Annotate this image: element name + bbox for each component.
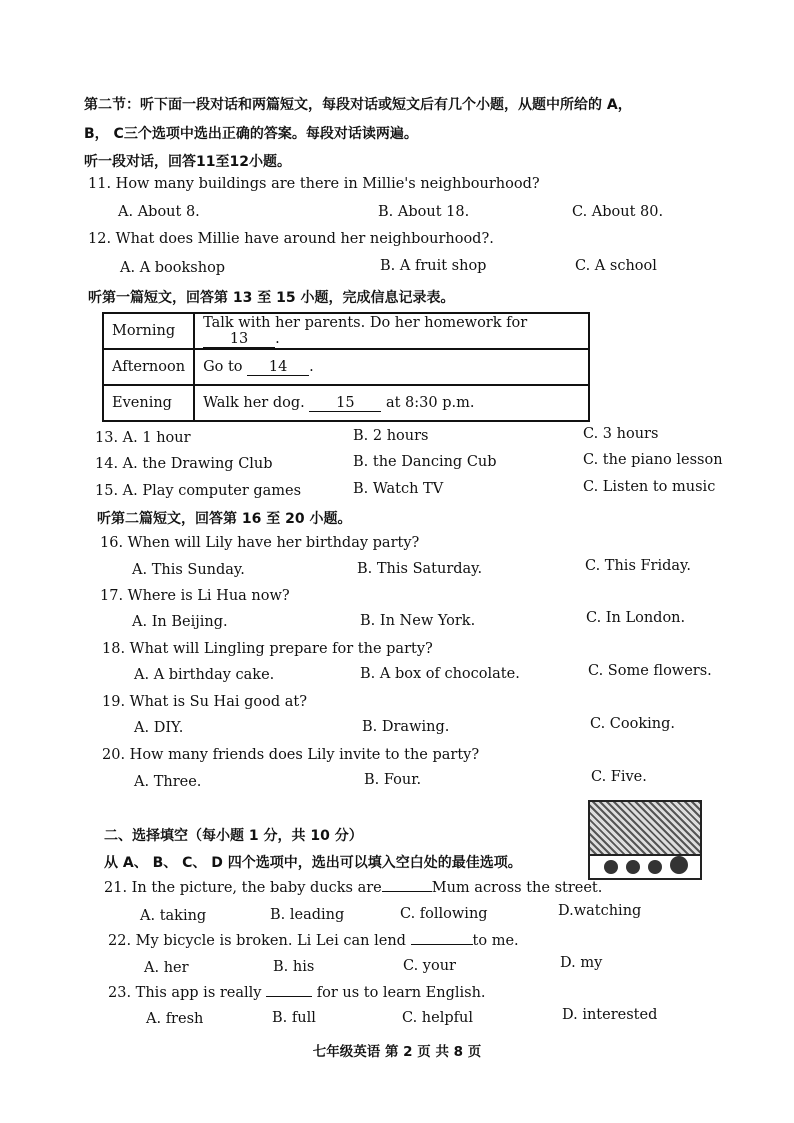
question-12: 12. What does Millie have around her neighbourhood?. xyxy=(88,231,494,247)
question-11: 11. How many buildings are there in Millie's neighbourhood? xyxy=(88,176,540,192)
blank-15[interactable]: 15 xyxy=(309,395,381,412)
table-row-morning xyxy=(103,313,589,349)
option-20-b[interactable]: B. Four. xyxy=(364,772,422,788)
question-19: 19. What is Su Hai good at? xyxy=(102,694,307,710)
answer-blank[interactable] xyxy=(411,944,473,945)
option-13-b[interactable]: B. 2 hours xyxy=(353,428,429,444)
option-21-a[interactable]: A. taking xyxy=(140,908,207,924)
question-23 xyxy=(108,985,486,1001)
option-14-b[interactable]: B. the Dancing Cub xyxy=(353,454,497,470)
option-23-a[interactable]: A. fresh xyxy=(146,1011,204,1027)
option-12-b[interactable]: B. A fruit shop xyxy=(380,258,487,274)
option-20-c[interactable]: C. Five. xyxy=(591,769,647,785)
answer-blank[interactable] xyxy=(382,891,432,892)
option-11-a[interactable]: A. About 8. xyxy=(118,204,200,220)
option-16-c[interactable]: C. This Friday. xyxy=(585,558,691,574)
option-18-c[interactable]: C. Some flowers. xyxy=(588,663,712,679)
option-14-a[interactable]: 14. A. the Drawing Club xyxy=(95,456,273,472)
section-intro-line1: 第二节：听下面一段对话和两篇短文，每段对话或短文后有几个小题，从题中所给的 A， xyxy=(84,97,632,113)
option-15-b[interactable]: B. Watch TV xyxy=(353,481,444,497)
duck-icon xyxy=(670,856,688,874)
option-21-d[interactable]: D.watching xyxy=(558,903,642,919)
option-18-b[interactable]: B. A box of chocolate. xyxy=(360,666,520,682)
option-23-d[interactable]: D. interested xyxy=(562,1007,658,1023)
option-18-a[interactable]: A. A birthday cake. xyxy=(134,667,275,683)
option-15-a[interactable]: 15. A. Play computer games xyxy=(95,483,302,499)
question-17: 17. Where is Li Hua now? xyxy=(100,588,290,604)
question-text: 22. My bicycle is broken. Li Lei can lend xyxy=(108,933,406,949)
option-21-c[interactable]: C. following xyxy=(400,906,488,922)
duck-icon xyxy=(604,860,618,874)
row-text-after: . xyxy=(309,358,314,375)
option-23-c[interactable]: C. helpful xyxy=(402,1010,473,1026)
option-17-c[interactable]: C. In London. xyxy=(586,610,686,626)
question-22 xyxy=(108,933,519,949)
option-12-a[interactable]: A. A bookshop xyxy=(120,260,226,276)
table-row-evening xyxy=(103,385,589,421)
duck-icon xyxy=(626,860,640,874)
dialog-intro: 听一段对话，回答11至12小题。 xyxy=(84,154,291,170)
row-content-morning xyxy=(194,313,589,349)
question-text: 21. In the picture, the baby ducks are xyxy=(104,880,382,896)
question-text: Mum across the street. xyxy=(431,880,603,896)
option-12-c[interactable]: C. A school xyxy=(575,258,657,274)
blank-14[interactable]: 14 xyxy=(247,359,309,376)
question-16: 16. When will Lily have her birthday party? xyxy=(100,535,420,551)
row-content-afternoon xyxy=(194,349,589,385)
option-15-c[interactable]: C. Listen to music xyxy=(583,479,716,495)
question-text: 23. This app is really xyxy=(108,985,262,1001)
option-22-c[interactable]: C. your xyxy=(403,958,456,974)
option-19-c[interactable]: C. Cooking. xyxy=(590,716,676,732)
option-23-b[interactable]: B. full xyxy=(272,1010,316,1026)
ducks-crossing-picture xyxy=(588,800,702,880)
section-intro-line2: B， C三个选项中选出正确的答案。每段对话读两遍。 xyxy=(84,126,418,142)
question-18: 18. What will Lingling prepare for the party? xyxy=(102,641,433,657)
option-19-a[interactable]: A. DIY. xyxy=(134,720,184,736)
row-label-morning: Morning xyxy=(103,313,194,349)
option-13-c[interactable]: C. 3 hours xyxy=(583,426,659,442)
row-text-before: Go to xyxy=(203,358,243,375)
answer-blank[interactable] xyxy=(266,996,312,997)
row-text-after: . xyxy=(275,330,280,347)
row-text-before: Talk with her parents. Do her homework for xyxy=(203,314,528,331)
question-text: for us to learn English. xyxy=(316,985,486,1001)
option-19-b[interactable]: B. Drawing. xyxy=(362,719,450,735)
option-16-b[interactable]: B. This Saturday. xyxy=(357,561,483,577)
passage2-intro: 听第二篇短文，回答第 16 至 20 小题。 xyxy=(97,511,352,527)
duck-icon xyxy=(648,860,662,874)
row-text-after: at 8:30 p.m. xyxy=(385,394,475,411)
option-14-c[interactable]: C. the piano lesson xyxy=(583,452,723,468)
option-16-a[interactable]: A. This Sunday. xyxy=(132,562,245,578)
option-13-a[interactable]: 13. A. 1 hour xyxy=(95,430,191,446)
option-17-a[interactable]: A. In Beijing. xyxy=(132,614,228,630)
option-17-b[interactable]: B. In New York. xyxy=(360,613,476,629)
row-text-before: Walk her dog. xyxy=(203,394,305,411)
option-21-b[interactable]: B. leading xyxy=(270,907,345,923)
row-label-afternoon: Afternoon xyxy=(103,349,194,385)
info-record-table xyxy=(102,312,590,422)
part2-title: 二、选择填空（每小题 1 分，共 10 分） xyxy=(104,828,363,844)
question-21 xyxy=(104,880,602,896)
option-22-d[interactable]: D. my xyxy=(560,955,603,971)
option-11-c[interactable]: C. About 80. xyxy=(572,204,664,220)
option-20-a[interactable]: A. Three. xyxy=(134,774,202,790)
question-text: to me. xyxy=(472,933,519,949)
part2-instruction: 从 A、 B、 C、 D 四个选项中，选出可以填入空白处的最佳选项。 xyxy=(104,855,522,871)
option-11-b[interactable]: B. About 18. xyxy=(378,204,470,220)
option-22-b[interactable]: B. his xyxy=(273,959,315,975)
question-20: 20. How many friends does Lily invite to the party? xyxy=(102,747,480,763)
row-label-evening: Evening xyxy=(103,385,194,421)
blank-13[interactable]: 13 xyxy=(203,331,275,348)
table-row-afternoon xyxy=(103,349,589,385)
page-footer: 七年级英语 第 2 页 共 8 页 xyxy=(312,1044,482,1060)
row-content-evening xyxy=(194,385,589,421)
passage1-intro: 听第一篇短文，回答第 13 至 15 小题，完成信息记录表。 xyxy=(88,290,455,306)
option-22-a[interactable]: A. her xyxy=(144,960,189,976)
